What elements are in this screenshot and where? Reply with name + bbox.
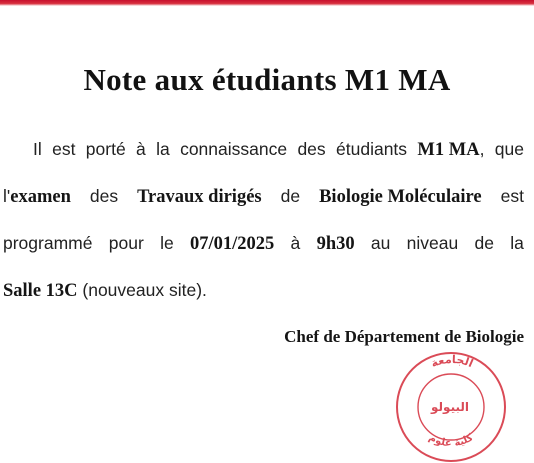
word: la xyxy=(156,139,170,159)
word: pour xyxy=(108,233,144,253)
word: le xyxy=(160,233,174,253)
stamp-center-text: البيولو xyxy=(431,400,469,414)
word: niveau xyxy=(406,233,459,253)
exam-date: 07/01/2025 xyxy=(189,234,275,254)
course-type: Travaux dirigés xyxy=(137,187,262,207)
paragraph-line-3 xyxy=(3,233,524,255)
paragraph-line-2 xyxy=(3,186,524,208)
site-note: (nouveaux site). xyxy=(77,280,207,300)
word: étudiants xyxy=(336,139,408,159)
word: de xyxy=(474,233,494,253)
word: programmé xyxy=(3,233,93,253)
word: la xyxy=(510,233,524,253)
word: des xyxy=(89,186,119,206)
document-title: Note aux étudiants M1 MA xyxy=(83,62,451,97)
exam-time: 9h30 xyxy=(316,234,355,254)
paragraph-line-4 xyxy=(3,280,207,302)
comma: , xyxy=(479,139,485,159)
class-name: M1 MA xyxy=(417,140,480,160)
word: à xyxy=(290,233,301,253)
exam-word: examen xyxy=(10,187,71,207)
word: que xyxy=(494,139,524,159)
word: au xyxy=(370,233,391,253)
signature-department-head: Chef de Département de Biologie xyxy=(284,327,524,346)
module-name: Biologie Moléculaire xyxy=(319,187,482,207)
class-group xyxy=(417,139,484,161)
word: à xyxy=(136,139,146,159)
department-stamp xyxy=(392,345,510,463)
word: est xyxy=(500,186,524,206)
word: des xyxy=(297,139,326,159)
word: Il xyxy=(33,139,42,159)
word: porté xyxy=(85,139,126,159)
exam-group xyxy=(3,186,71,208)
exam-room: Salle 13C xyxy=(3,281,78,301)
word: de xyxy=(280,186,301,206)
paragraph-line-1 xyxy=(33,139,524,161)
word: est xyxy=(52,139,76,159)
word: connaissance xyxy=(180,139,288,159)
stamp-bottom-text: كلية علوم xyxy=(426,432,476,450)
stamp-top-text: الجامعة xyxy=(429,352,476,371)
word: l' xyxy=(3,186,11,206)
